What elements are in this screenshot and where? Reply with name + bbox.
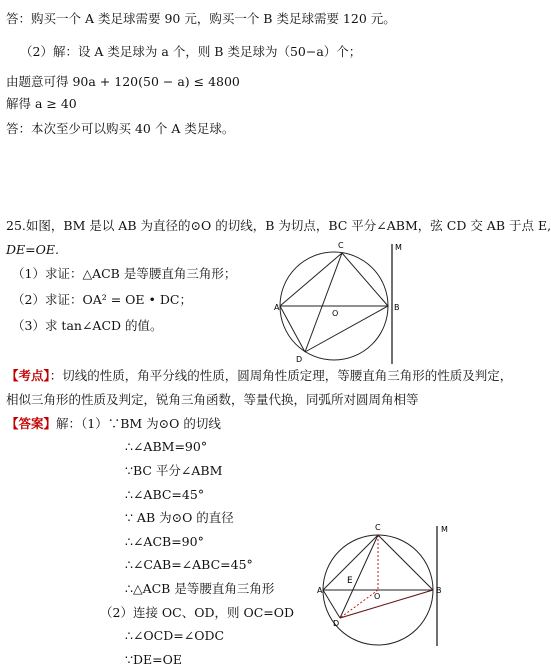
answer-step-4: ∵ AB 为⊙O 的直径: [125, 510, 234, 525]
kaodian-text-1: ：切线的性质，角平分线的性质，圆周角性质定理，等腰直角三角形的性质及判定，: [49, 368, 513, 383]
answer-step-1: ∴∠ABM=90°: [125, 439, 208, 454]
answer-step-3: ∴∠ABC=45°: [125, 487, 205, 502]
answer-line-1: 答：购买一个 A 类足球需要 90 元，购买一个 B 类足球需要 120 元。: [6, 11, 396, 26]
question-2: （2）求证：OA² = OE • DC；: [12, 292, 192, 307]
kaodian-tag: 【考点】: [6, 368, 50, 383]
label-d: D: [296, 355, 303, 364]
label-m: M: [395, 243, 402, 252]
label-a-2: A: [317, 586, 323, 595]
answer-step-0: 解：（1）∵BM 为⊙O 的切线: [56, 416, 221, 431]
label-b: B: [394, 303, 400, 312]
problem-25-stem: 25.如图，BM 是以 AB 为直径的⊙O 的切线，B 为切点，BC 平分∠ABM，弦 CD 交 AB 于点 E,: [6, 218, 551, 233]
answer-tag: 【答案】: [6, 416, 57, 431]
label-c-2: C: [375, 523, 381, 532]
kaodian-line-1: [6, 368, 512, 384]
label-m-2: M: [441, 525, 448, 534]
answer-step-5: ∴∠ACB=90°: [125, 534, 204, 549]
kaodian-line-2: 相似三角形的性质及判定，锐角三角函数，等量代换，同弧所对圆周角相等: [6, 392, 419, 407]
label-b-2: B: [436, 586, 442, 595]
question-1: （1）求证：△ACB 是等腰直角三角形；: [12, 266, 237, 281]
solve-line: 解得 a ≥ 40: [6, 96, 77, 111]
answer-step-2: ∵BC 平分∠ABM: [125, 463, 223, 478]
label-d-2: D: [333, 619, 340, 628]
label-a: A: [274, 303, 280, 312]
answer-line-0: [6, 416, 221, 432]
label-c: C: [338, 241, 344, 250]
answer-line-2: 答：本次至少可以购买 40 个 A 类足球。: [6, 121, 235, 136]
label-e-2: E: [347, 576, 353, 586]
answer-step-6: ∴∠CAB=∠ABC=45°: [125, 557, 253, 572]
answer-step-8: （2）连接 OC、OD，则 OC=OD: [100, 605, 295, 620]
geometry-figure-2: [318, 520, 458, 650]
answer-step-7: ∴△ACB 是等腰直角三角形: [125, 581, 275, 596]
problem-25-stem-2: DE=OE.: [6, 242, 59, 257]
geometry-figure-1: [276, 236, 416, 366]
inequality-line: 由题意可得 90a + 120(50 − a) ≤ 4800: [6, 74, 240, 89]
answer-step-10: ∵DE=OE: [125, 652, 182, 667]
part2-setup: （2）解：设 A 类足球为 a 个，则 B 类足球为（50−a）个；: [20, 44, 362, 59]
answer-step-9: ∴∠OCD=∠ODC: [125, 628, 225, 643]
label-o: O: [332, 309, 339, 318]
label-o-2: O: [374, 592, 381, 601]
question-3: （3）求 tan∠ACD 的值。: [12, 318, 163, 333]
